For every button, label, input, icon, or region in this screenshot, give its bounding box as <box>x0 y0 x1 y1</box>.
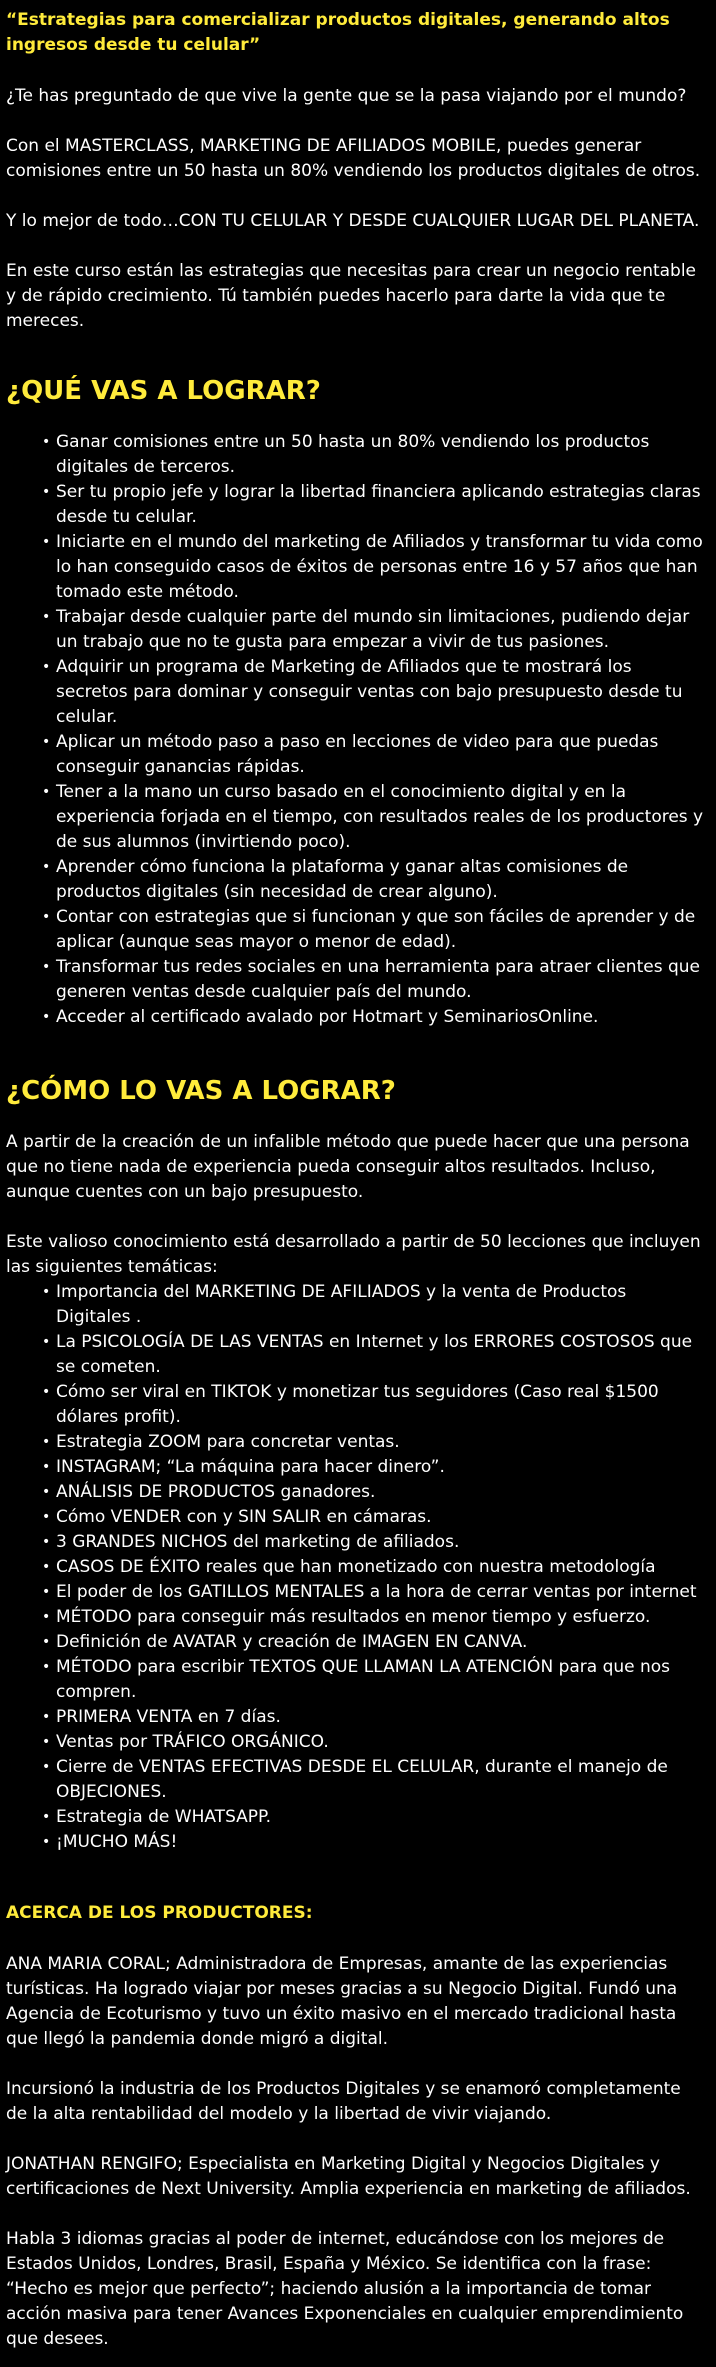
list-item: • La PSICOLOGÍA DE LAS VENTAS en Internet y los ERRORES COSTOSOS que se cometen. <box>42 1330 706 1380</box>
list-item: • ¡MUCHO MÁS! <box>42 1830 706 1855</box>
list-item: • Trabajar desde cualquier parte del mundo sin limitaciones, pudiendo dejar un trabajo que no te gusta para empezar a vivir de tus pasiones. <box>42 605 706 655</box>
list-item: • Ventas por TRÁFICO ORGÁNICO. <box>42 1730 706 1755</box>
list-item: • ANÁLISIS DE PRODUCTOS ganadores. <box>42 1480 706 1505</box>
list-item: • Aprender cómo funciona la plataforma y ganar altas comisiones de productos digitales (sin necesidad de crear alguno). <box>42 855 706 905</box>
achieve-title: ¿QUÉ VAS A LOGRAR? <box>6 376 321 406</box>
list-item: • Transformar tus redes sociales en una herramienta para atraer clientes que generen ventas desde cualquier país del mundo. <box>42 955 706 1005</box>
how-list-lead: Este valioso conocimiento está desarrollado a partir de 50 lecciones que incluyen las siguientes temáticas: <box>6 1232 701 1277</box>
list-item: • Adquirir un programa de Marketing de Afiliados que te mostrará los secretos para dominar y conseguir ventas con bajo presupuesto desde tu celular. <box>42 655 706 730</box>
how-title: ¿CÓMO LO VAS A LOGRAR? <box>6 1076 396 1106</box>
list-item: • Definición de AVATAR y creación de IMAGEN EN CANVA. <box>42 1630 706 1655</box>
list-item: • MÉTODO para conseguir más resultados en menor tiempo y esfuerzo. <box>42 1605 706 1630</box>
producer-paragraph: JONATHAN RENGIFO; Especialista en Marketing Digital y Negocios Digitales y certificaciones de Next University. Amplia experiencia en marketing de afiliados. <box>6 2154 691 2199</box>
topics-list <box>6 1280 706 1855</box>
producers-title: ACERCA DE LOS PRODUCTORES: <box>6 1903 313 1923</box>
intro-paragraph: En este curso están las estrategias que necesitas para crear un negocio rentable y de rápido crecimiento. Tú también puedes hacerlo para darte la vida que te mereces. <box>6 261 697 331</box>
list-item: • 3 GRANDES NICHOS del marketing de afiliados. <box>42 1530 706 1555</box>
achieve-list <box>6 430 706 1030</box>
list-item: • Importancia del MARKETING DE AFILIADOS y la venta de Productos Digitales . <box>42 1280 706 1330</box>
list-item: • Iniciarte en el mundo del marketing de Afiliados y transformar tu vida como lo han conseguido casos de éxitos de personas entre 16 y 57 años que han tomado este método. <box>42 530 706 605</box>
list-item: • Cómo ser viral en TIKTOK y monetizar tus seguidores (Caso real $1500 dólares profit). <box>42 1380 706 1430</box>
list-item: • Ser tu propio jefe y lograr la libertad financiera aplicando estrategias claras desde tu celular. <box>42 480 706 530</box>
producer-paragraph: Incursionó la industria de los Productos Digitales y se enamoró completamente de la alta rentabilidad del modelo y la libertad de vivir viajando. <box>6 2079 681 2124</box>
headline: “Estrategias para comercializar productos digitales, generando altos ingresos desde tu celular” <box>6 10 670 55</box>
list-item: • CASOS DE ÉXITO reales que han monetizado con nuestra metodología <box>42 1555 706 1580</box>
intro-paragraph: Con el MASTERCLASS, MARKETING DE AFILIADOS MOBILE, puedes generar comisiones entre un 50 hasta un 80% vendiendo los productos digitales de otros. <box>6 136 701 181</box>
list-item: • El poder de los GATILLOS MENTALES a la hora de cerrar ventas por internet <box>42 1580 706 1605</box>
list-item: • Cómo VENDER con y SIN SALIR en cámaras. <box>42 1505 706 1530</box>
list-item: • Estrategia de WHATSAPP. <box>42 1805 706 1830</box>
producer-paragraph: Habla 3 idiomas gracias al poder de internet, educándose con los mejores de Estados Unidos, Londres, Brasil, España y México. Se identifica con la frase: “Hecho es mejor que perfecto”; haciendo alusión a la importancia de tomar acción masiva para tener Avances Exponenciales en cualquier emprendimiento que desees. <box>6 2229 684 2349</box>
list-item: • Contar con estrategias que si funcionan y que son fáciles de aprender y de aplicar (aunque seas mayor o menor de edad). <box>42 905 706 955</box>
list-item: • Aplicar un método paso a paso en lecciones de video para que puedas conseguir ganancias rápidas. <box>42 730 706 780</box>
list-item: • Cierre de VENTAS EFECTIVAS DESDE EL CELULAR, durante el manejo de OBJECIONES. <box>42 1755 706 1805</box>
list-item: • Acceder al certificado avalado por Hotmart y SeminariosOnline. <box>42 1005 706 1030</box>
list-item: • PRIMERA VENTA en 7 días. <box>42 1705 706 1730</box>
producers-section <box>6 1952 706 2352</box>
list-item: • Estrategia ZOOM para concretar ventas. <box>42 1430 706 1455</box>
intro-paragraph: ¿Te has preguntado de que vive la gente que se la pasa viajando por el mundo? <box>6 86 687 106</box>
list-item: • MÉTODO para escribir TEXTOS QUE LLAMAN LA ATENCIÓN para que nos compren. <box>42 1655 706 1705</box>
intro-paragraph: Y lo mejor de todo…CON TU CELULAR Y DESDE CUALQUIER LUGAR DEL PLANETA. <box>6 211 700 231</box>
producer-paragraph: ANA MARIA CORAL; Administradora de Empresas, amante de las experiencias turísticas. Ha logrado viajar por meses gracias a su Negocio Digital. Fundó una Agencia de Ecoturismo y tuvo un éxito masivo en el mercado tradicional hasta que llegó la pandemia donde migró a digital. <box>6 1954 678 2049</box>
list-item: • Ganar comisiones entre un 50 hasta un 80% vendiendo los productos digitales de terceros. <box>42 430 706 480</box>
list-item: • INSTAGRAM; “La máquina para hacer dinero”. <box>42 1455 706 1480</box>
how-paragraph: A partir de la creación de un infalible método que puede hacer que una persona que no tiene nada de experiencia pueda conseguir altos resultados. Incluso, aunque cuentes con un bajo presupuesto. <box>6 1132 690 1202</box>
list-item: • Tener a la mano un curso basado en el conocimiento digital y en la experiencia forjada en el tiempo, con resultados reales de los productores y de sus alumnos (invirtiendo poco). <box>42 780 706 855</box>
intro-section <box>6 84 706 334</box>
